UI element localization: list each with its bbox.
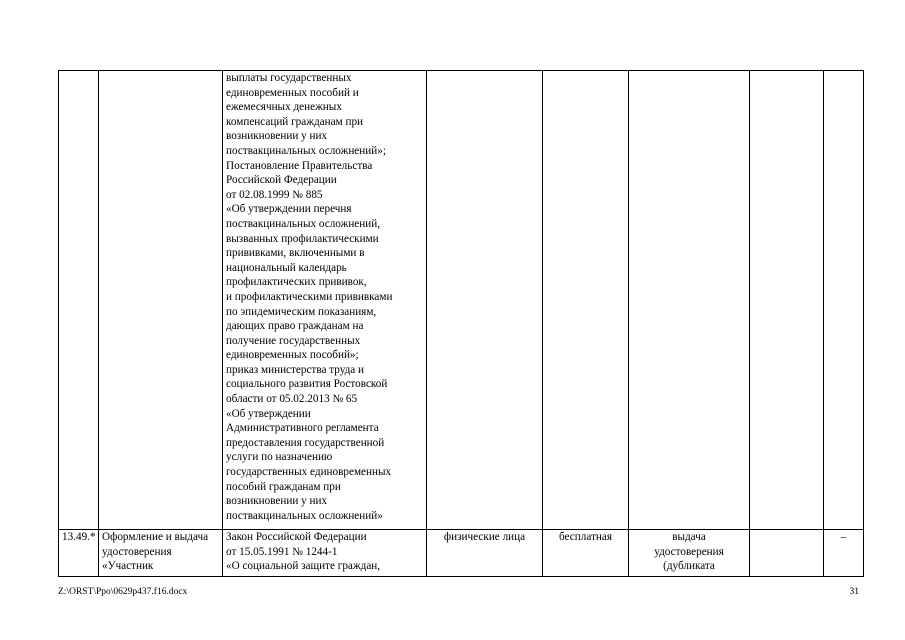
text-line: по эпидемическим показаниям, (226, 305, 377, 318)
text-line: удостоверения (102, 545, 172, 558)
text-line: «Об утверждении перечня (226, 203, 352, 216)
cell-recipients (427, 530, 543, 577)
text-line: и профилактическими прививками (226, 290, 393, 303)
cell-result (629, 530, 750, 577)
text-line: национальный календарь (226, 261, 347, 274)
legal-basis-text (226, 71, 423, 523)
text-line: Закон Российской Федерации (226, 531, 367, 543)
text-line: поствакцинальных осложнений» (226, 509, 383, 522)
footer-page-number: 31 (849, 587, 859, 597)
text-line: «Об утверждении (226, 407, 311, 420)
text-line: «О социальной защите граждан, (226, 560, 381, 573)
text-line: Оформление и выдача (102, 531, 209, 543)
cell-payment (543, 530, 629, 577)
text-line: социального развития Ростовской (226, 378, 388, 391)
text-line: ежемесячных денежных (226, 101, 342, 114)
text-line: выдача (672, 531, 706, 543)
text-line: вызванных профилактическими (226, 232, 379, 245)
service-name-text (102, 530, 219, 574)
text-line: прививками, включенными в (226, 247, 365, 260)
text-line: (дубликата (663, 560, 715, 573)
text-line: «Участник (102, 560, 154, 573)
text-line: от 02.08.1999 № 885 (226, 188, 323, 201)
text-line: возникновении у них (226, 130, 328, 143)
text-line: от 15.05.1991 № 1244-1 (226, 545, 338, 558)
table-row (59, 71, 864, 530)
text-line: государственных единовременных (226, 466, 392, 479)
footer-file-path: Z:\ORST\Ppo\0629p437.f16.docx (58, 587, 188, 597)
table-row (59, 530, 864, 577)
text-line: единовременных пособий»; (226, 349, 359, 362)
cell-last (824, 530, 864, 577)
result-text (632, 530, 746, 574)
text-line: получение государственных (226, 334, 361, 347)
cell-legal-basis (223, 530, 427, 577)
text-line: приказ министерства труда и (226, 363, 365, 376)
text-line: пособий гражданам при (226, 480, 341, 493)
text-line: поствакцинальных осложнений»; (226, 144, 386, 157)
cell-payment (543, 71, 629, 530)
text-line: компенсаций гражданам при (226, 115, 364, 128)
text-line: поствакцинальных осложнений, (226, 217, 381, 230)
cell-recipients (427, 71, 543, 530)
payment-text: бесплатная (559, 531, 612, 543)
cell-result (629, 71, 750, 530)
text-line: Административного регламента (226, 422, 379, 435)
cell-number (59, 530, 99, 577)
dash-text: – (840, 531, 847, 543)
text-line: возникновении у них (226, 495, 328, 508)
row-number: 13.49.* (62, 531, 96, 543)
text-line: единовременных пособий и (226, 86, 359, 99)
cell-service (99, 71, 223, 530)
recipients-text: физические лица (443, 531, 526, 543)
cell-service (99, 530, 223, 577)
text-line: удостоверения (654, 545, 724, 558)
text-line: области от 05.02.2013 № 65 (226, 393, 358, 406)
text-line: профилактических прививок, (226, 276, 367, 289)
legal-basis-text (226, 530, 423, 574)
text-line: Постановление Правительства (226, 159, 373, 172)
text-line: услуги по назначению (226, 451, 333, 464)
text-line: дающих право гражданам на (226, 320, 364, 333)
text-line: Российской Федерации (226, 174, 337, 187)
cell-empty (750, 71, 824, 530)
text-line: выплаты государственных (226, 72, 352, 84)
cell-number (59, 71, 99, 530)
cell-last (824, 71, 864, 530)
cell-legal-basis (223, 71, 427, 530)
text-line: предоставления государственной (226, 436, 385, 449)
cell-empty (750, 530, 824, 577)
services-table (58, 70, 864, 577)
